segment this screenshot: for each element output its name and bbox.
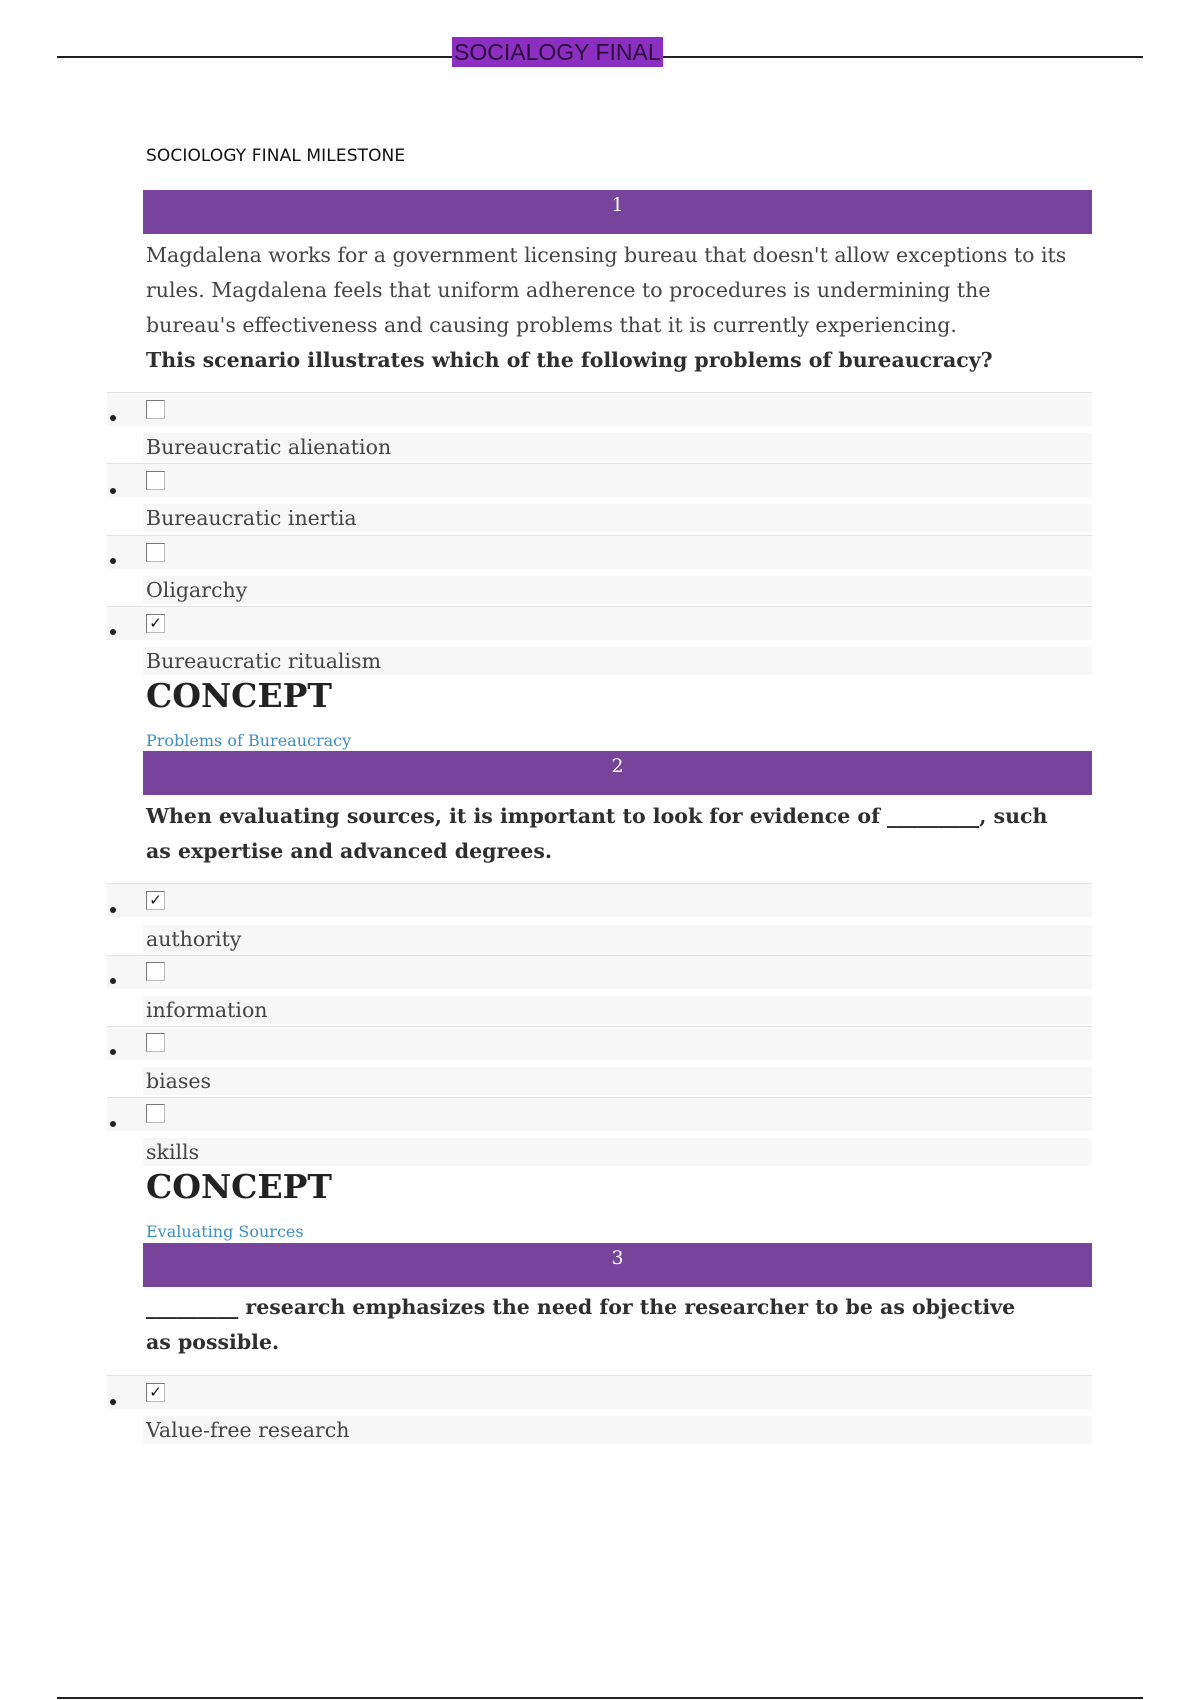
bullet-icon [110, 907, 116, 913]
checkbox-empty-icon[interactable] [146, 962, 165, 981]
option-row [107, 1026, 1092, 1060]
bullet-icon [110, 629, 116, 635]
option-row [107, 883, 1092, 917]
option-label[interactable]: Bureaucratic alienation [146, 435, 392, 459]
bullet-icon [110, 488, 116, 494]
option-label[interactable]: authority [146, 927, 242, 951]
question-2-text [146, 799, 1066, 869]
option-label[interactable]: information [146, 998, 268, 1022]
option-label[interactable]: Value-free research [146, 1418, 350, 1442]
concept-link[interactable]: Evaluating Sources [146, 1222, 304, 1241]
bullet-icon [110, 1049, 116, 1055]
question-1-bar: 1 [143, 190, 1092, 234]
option-row [107, 606, 1092, 640]
option-row [107, 1097, 1092, 1131]
option-row [107, 463, 1092, 497]
bullet-icon [110, 415, 116, 421]
option-label-bg [143, 576, 1092, 604]
question-2-prompt: When evaluating sources, it is important to look for evidence of _________, such as expertise and advanced degrees. [146, 804, 1048, 863]
concept-heading: CONCEPT [146, 1167, 332, 1206]
checkbox-checked-icon[interactable]: ✓ [146, 614, 165, 633]
bullet-icon [110, 978, 116, 984]
option-row [107, 535, 1092, 569]
question-1-prompt: This scenario illustrates which of the following problems of bureaucracy? [146, 348, 993, 372]
option-row [107, 955, 1092, 989]
option-label-bg [143, 1138, 1092, 1166]
checkbox-empty-icon[interactable] [146, 1104, 165, 1123]
footer-rule [57, 1697, 1143, 1699]
option-label-bg [143, 996, 1092, 1024]
question-3-prompt: _________ research emphasizes the need for the researcher to be as objective as possible. [146, 1295, 1016, 1354]
concept-link[interactable]: Problems of Bureaucracy [146, 731, 352, 750]
checkbox-checked-icon[interactable]: ✓ [146, 891, 165, 910]
checkbox-empty-icon[interactable] [146, 1033, 165, 1052]
option-label[interactable]: Bureaucratic inertia [146, 506, 357, 530]
question-3-bar: 3 [143, 1243, 1092, 1287]
checkbox-empty-icon[interactable] [146, 400, 165, 419]
checkbox-empty-icon[interactable] [146, 543, 165, 562]
bullet-icon [110, 558, 116, 564]
document-title: SOCIOLOGY FINAL MILESTONE [146, 146, 406, 166]
bullet-icon [110, 1121, 116, 1127]
bullet-icon [110, 1399, 116, 1405]
option-label-bg [143, 1067, 1092, 1095]
question-1-text [146, 238, 1086, 378]
option-row [107, 1375, 1092, 1409]
option-label[interactable]: skills [146, 1140, 200, 1164]
option-label[interactable]: Bureaucratic ritualism [146, 649, 382, 673]
option-row [107, 392, 1092, 426]
question-1-scenario: Magdalena works for a government licensing bureau that doesn't allow exceptions to its rules. Magdalena feels that uniform adherence to procedures is undermining the bureau's effectiveness and causing problems that it is currently experiencing. [146, 243, 1067, 337]
question-2-bar: 2 [143, 751, 1092, 795]
option-label[interactable]: Oligarchy [146, 578, 248, 602]
header-title: SOCIALOGY FINAL [454, 39, 661, 65]
checkbox-checked-icon[interactable]: ✓ [146, 1383, 165, 1402]
question-3-text [146, 1290, 1046, 1360]
concept-heading: CONCEPT [146, 676, 332, 715]
checkbox-empty-icon[interactable] [146, 471, 165, 490]
option-label-bg [143, 925, 1092, 953]
option-label[interactable]: biases [146, 1069, 212, 1093]
